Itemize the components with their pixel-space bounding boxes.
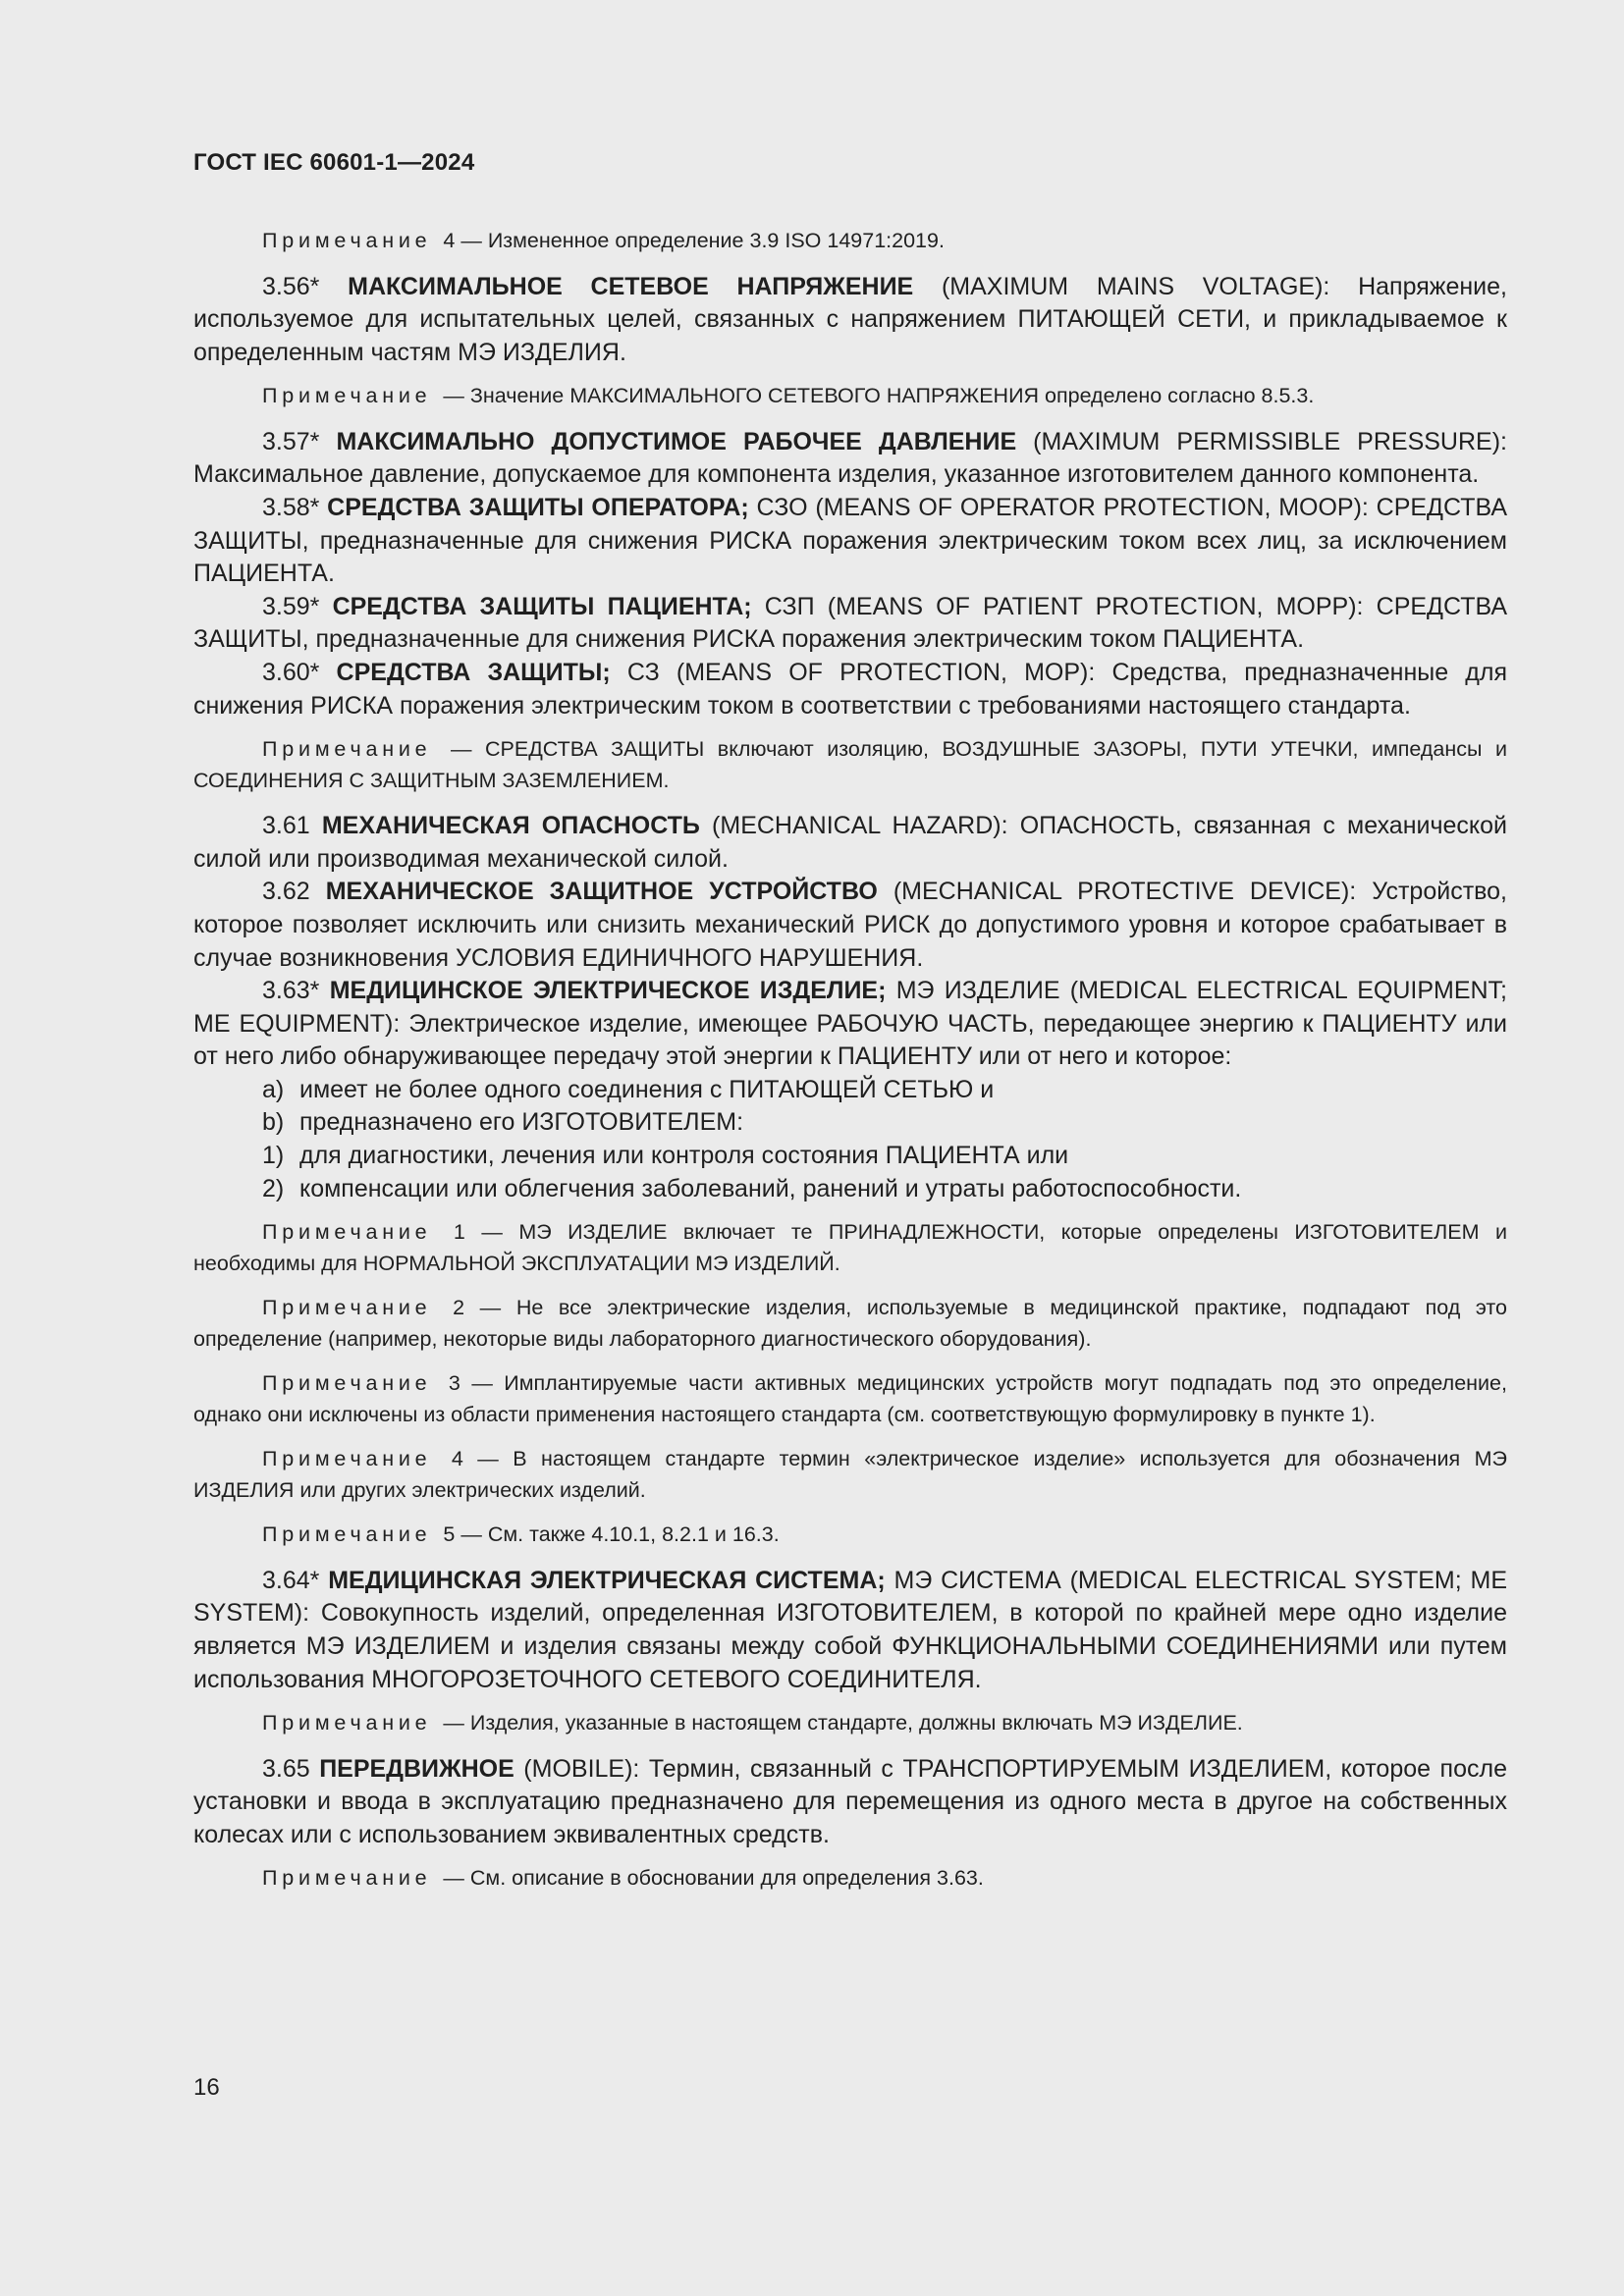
note-paragraph [193,381,1507,412]
note-text: — См. описание в обосновании для определения 3.63. [437,1866,984,1891]
note-text: 3 — Имплантируемые части активных медицинских устройств могут подпадать под это определение, однако они исключены из области применения настоящего стандарта (см. соответствующую формулировку в пункте 1). [193,1371,1507,1426]
definition-text: (MAXIMUM PERMISSIBLE PRESSURE): Максимальное давление, допускаемое для компонента изделия, указанное изготовителем данного компонента. [193,427,1507,489]
note-label: Примечание [262,1866,432,1891]
clause-number: 3.60* [262,658,320,686]
clause-number: 3.63* [262,977,320,1005]
defined-term: СРЕДСТВА ЗАЩИТЫ ОПЕРАТОРА; [327,493,749,521]
list-item [193,1173,1507,1206]
note-label: Примечание [262,1711,432,1735]
definition-text: СЗО (MEANS OF OPERATOR PROTECTION, MOOP): СРЕДСТВА ЗАЩИТЫ, предназначенные для снижения РИСКА поражения электрическим током всех лиц, за исключением ПАЦИЕНТА. [193,493,1508,588]
note-paragraph [193,1520,1507,1551]
document-body [193,226,1507,1908]
definition-paragraph [193,1565,1507,1696]
clause-number: 3.58* [262,493,320,521]
clause-number: 3.56* [262,272,320,300]
note-label: Примечание [262,1522,432,1547]
clause-number: 3.59* [262,592,320,620]
defined-term: СРЕДСТВА ЗАЩИТЫ; [336,658,611,686]
note-paragraph [193,1293,1507,1355]
note-text: 4 — Измененное определение 3.9 ISO 14971:2019. [437,229,945,252]
note-text: — Изделия, указанные в настоящем стандарте, должны включать МЭ ИЗДЕЛИЕ. [437,1711,1243,1735]
list-item-text: для диагностики, лечения или контроля состояния ПАЦИЕНТА или [299,1142,1069,1170]
definition-paragraph [193,810,1507,876]
note-paragraph [193,1863,1507,1895]
defined-term: СРЕДСТВА ЗАЩИТЫ ПАЦИЕНТА; [332,592,752,620]
definition-text: МЭ СИСТЕМА (MEDICAL ELECTRICAL SYSTEM; ME SYSTEM): Совокупность изделий, определенная ИЗГОТОВИТЕЛЕМ, в которой по крайней мере одно изделие является МЭ ИЗДЕЛИЕМ и изделия связаны между собой ФУНКЦИОНАЛЬНЫМИ СОЕДИНЕНИЯМИ или путем использования МНОГОРОЗЕТОЧНОГО СЕТЕВОГО СОЕДИНИТЕЛЯ. [193,1566,1507,1693]
note-paragraph [193,1217,1507,1279]
definition-text: СЗП (MEANS OF PATIENT PROTECTION, MOPP): СРЕДСТВА ЗАЩИТЫ, предназначенные для снижения РИСКА поражения электрическим током ПАЦИЕНТА. [193,592,1507,654]
note-text: 5 — См. также 4.10.1, 8.2.1 и 16.3. [437,1522,780,1547]
list-item-text: компенсации или облегчения заболеваний, ранений и утраты работоспособности. [299,1174,1242,1202]
defined-term: МЕХАНИЧЕСКАЯ ОПАСНОСТЬ [321,812,700,840]
note-text: 4 — В настоящем стандарте термин «электрическое изделие» используется для обозначения МЭ ИЗДЕЛИЯ или других электрических изделий. [193,1447,1507,1502]
note-label: Примечание [262,1447,432,1471]
definition-paragraph [193,975,1507,1074]
list-marker: 1) [262,1142,285,1170]
defined-term: МАКСИМАЛЬНО ДОПУСТИМОЕ РАБОЧЕЕ ДАВЛЕНИЕ [336,427,1017,455]
definition-paragraph [193,271,1507,370]
note-paragraph [193,734,1507,796]
definition-paragraph [193,492,1507,591]
definition-paragraph [193,657,1507,722]
clause-number: 3.65 [262,1754,310,1783]
clause-number: 3.61 [262,812,310,840]
definition-paragraph [193,426,1507,492]
note-label: Примечание [262,1296,432,1320]
defined-term: МАКСИМАЛЬНОЕ СЕТЕВОЕ НАПРЯЖЕНИЕ [348,272,914,300]
list-item-text: имеет не более одного соединения с ПИТАЮЩЕЙ СЕТЬЮ и [299,1075,995,1103]
note-label: Примечание [262,229,432,252]
list-marker: a) [262,1075,285,1103]
note-paragraph [193,1708,1507,1739]
definition-paragraph [193,591,1507,657]
definition-text: МЭ ИЗДЕЛИЕ (MEDICAL ELECTRICAL EQUIPMENT; ME EQUIPMENT): Электрическое изделие, имеющее РАБОЧУЮ ЧАСТЬ, передающее энергию к ПАЦИЕНТУ или от него либо обнаруживающее передачу этой энергии к ПАЦИЕНТУ или от него и которое: [193,977,1507,1071]
defined-term: ПЕРЕДВИЖНОЕ [319,1754,514,1783]
note-label: Примечание [262,737,432,762]
criteria-list [193,1074,1507,1205]
definition-text: (MOBILE): Термин, связанный с ТРАНСПОРТИРУЕМЫМ ИЗДЕЛИЕМ, которое после установки и ввода в эксплуатацию предназначено для перемещения из одного места в другое на собственных колесах или с использованием эквивалентных средств. [193,1754,1507,1848]
note-text: — Значение МАКСИМАЛЬНОГО СЕТЕВОГО НАПРЯЖЕНИЯ определено согласно 8.5.3. [437,384,1315,408]
list-item-text: предназначено его ИЗГОТОВИТЕЛЕМ: [299,1108,744,1137]
definition-text: (MECHANICAL HAZARD): ОПАСНОСТЬ, связанная с механической силой или производимая механической силой. [193,812,1507,873]
list-marker: 2) [262,1174,285,1202]
definition-text: СЗ (MEANS OF PROTECTION, MOP): Средства, предназначенные для снижения РИСКА поражения электрическим током в соответствии с требованиями настоящего стандарта. [193,658,1507,720]
list-item [193,1074,1507,1107]
note-label: Примечание [262,1371,432,1396]
clause-number: 3.57* [262,427,320,455]
defined-term: МЕДИЦИНСКАЯ ЭЛЕКТРИЧЕСКАЯ СИСТЕМА; [328,1566,886,1594]
defined-term: МЕХАНИЧЕСКОЕ ЗАЩИТНОЕ УСТРОЙСТВО [325,878,878,906]
document-header: ГОСТ IEC 60601-1—2024 [193,149,475,176]
note-text: 2 — Не все электрические изделия, используемые в медицинской практике, подпадают под это определение (например, некоторые виды лабораторного диагностического оборудования). [193,1296,1507,1351]
defined-term: МЕДИЦИНСКОЕ ЭЛЕКТРИЧЕСКОЕ ИЗДЕЛИЕ; [329,977,887,1005]
definition-paragraph [193,876,1507,975]
note-paragraph [193,226,1507,257]
list-item [193,1140,1507,1173]
note-text: — СРЕДСТВА ЗАЩИТЫ включают изоляцию, ВОЗДУШНЫЕ ЗАЗОРЫ, ПУТИ УТЕЧКИ, импедансы и СОЕДИНЕНИЯ С ЗАЩИТНЫМ ЗАЗЕМЛЕНИЕМ. [193,737,1507,792]
definition-text: (MECHANICAL PROTECTIVE DEVICE): Устройство, которое позволяет исключить или снизить механический РИСК до допустимого уровня и которое срабатывает в случае возникновения УСЛОВИЯ ЕДИНИЧНОГО НАРУШЕНИЯ. [193,878,1507,972]
list-marker: b) [262,1108,285,1137]
note-label: Примечание [262,1220,432,1245]
list-item [193,1106,1507,1140]
clause-number: 3.62 [262,878,310,906]
definition-paragraph [193,1753,1507,1852]
note-paragraph [193,1368,1507,1430]
page-number: 16 [193,2074,220,2101]
note-paragraph [193,1444,1507,1506]
clause-number: 3.64* [262,1566,320,1594]
note-label: Примечание [262,384,432,408]
note-text: 1 — МЭ ИЗДЕЛИЕ включает те ПРИНАДЛЕЖНОСТИ, которые определены ИЗГОТОВИТЕЛЕМ и необходимы для НОРМАЛЬНОЙ ЭКСПЛУАТАЦИИ МЭ ИЗДЕЛИЙ. [193,1220,1507,1275]
definition-text: (MAXIMUM MAINS VOLTAGE): Напряжение, используемое для испытательных целей, связанных с напряжением ПИТАЮЩЕЙ СЕТИ, и прикладываемое к определенным частям МЭ ИЗДЕЛИЯ. [193,272,1507,366]
